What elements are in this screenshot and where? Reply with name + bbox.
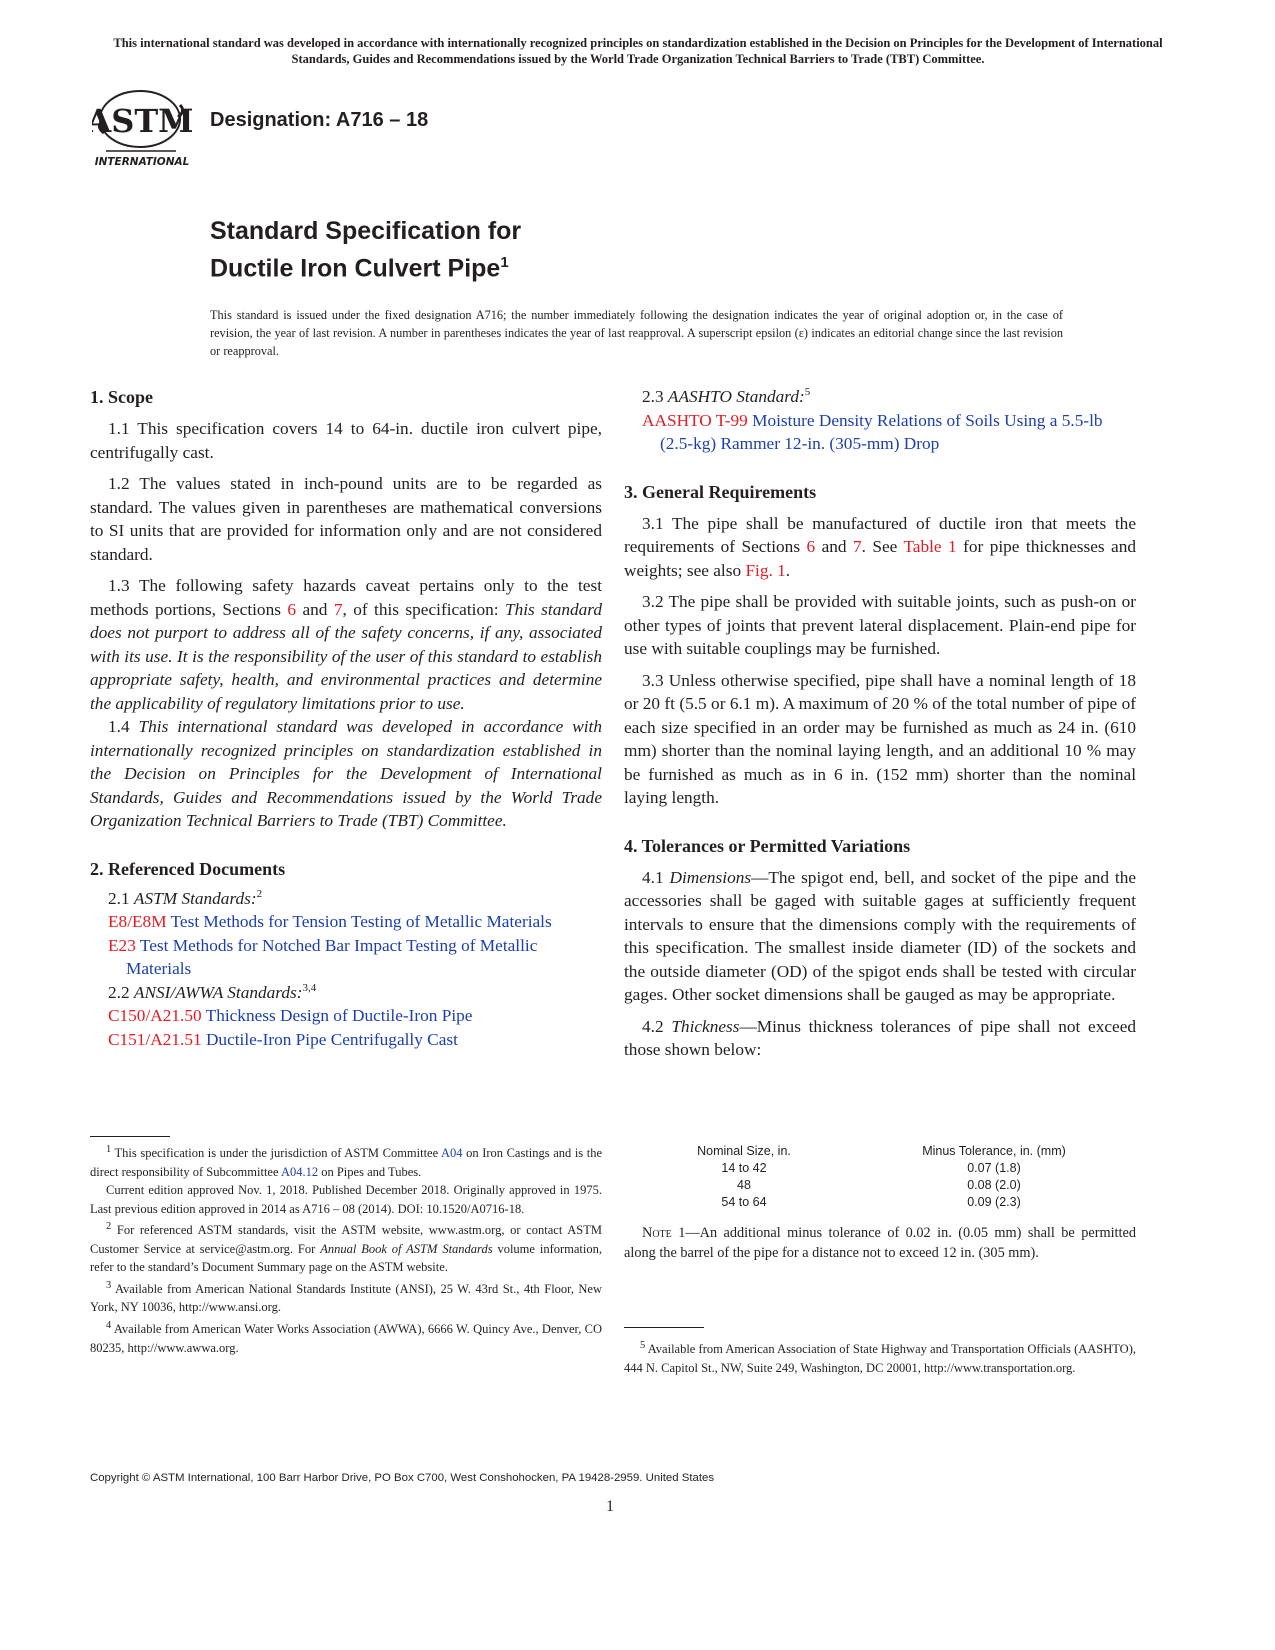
- para-1-3-and: and: [296, 599, 334, 619]
- footnote-1-tail: on Pipes and Tubes.: [318, 1164, 422, 1179]
- ref-2-2: [90, 981, 602, 1005]
- footnote-2-marker: 2: [106, 1221, 112, 1233]
- ref-2-3-footnote-marker: 5: [804, 386, 811, 399]
- tolerance-table: [624, 1143, 1124, 1211]
- para-1-4: [90, 715, 602, 833]
- ref-t99-code[interactable]: AASHTO T-99: [642, 410, 748, 430]
- para-3-1-and: and: [815, 537, 853, 556]
- title-line-2: [210, 247, 521, 284]
- ref-2-2-label: ANSI/AWWA Standards:: [133, 982, 303, 1002]
- link-committee-a04[interactable]: A04: [441, 1146, 463, 1161]
- footnotes-right: [624, 1337, 1136, 1377]
- astm-logo-icon: [92, 87, 192, 173]
- ref-c150-title[interactable]: Thickness Design of Ductile-Iron Pipe: [201, 1006, 473, 1025]
- title-line-1: Standard Specification for: [210, 217, 522, 245]
- footnote-1: [90, 1141, 602, 1181]
- para-4-2-text: —Minus thickness tolerances of pipe shall not exceed those shown below:: [624, 1016, 1137, 1059]
- table-row: [624, 1160, 1124, 1177]
- para-3-1-mid: for pipe thicknesses and weights; see also: [624, 537, 1136, 580]
- para-1-1: 1.1 This specification covers 14 to 64-in. ductile iron culvert pipe, centrifugally cast.: [90, 419, 602, 462]
- footnote-3-text: Available from American National Standards Institute (ANSI), 25 W. 43rd St., 4th Floor, New York, NY 10036, http://www.ansi.org.: [90, 1281, 602, 1315]
- para-3-1-end: .: [785, 560, 791, 580]
- ref-c150[interactable]: [108, 1004, 602, 1028]
- title-line-2-text: Ductile Iron Culvert Pipe: [210, 254, 501, 283]
- footnote-4-marker: 4: [106, 1319, 112, 1331]
- ref-2-3-label: AASHTO Standard:: [667, 387, 805, 406]
- ref-e23[interactable]: [108, 934, 602, 981]
- para-4-1-label: Dimensions: [669, 867, 752, 887]
- ref-e8[interactable]: [108, 910, 602, 934]
- para-1-4-text: This international standard was developed in accordance with internationally recognized principles on standardization established in the Decision on Principles for the Development of International Standards, Guides and Recommendations issued by the World Trade Organization Technical Barriers to Trade (TBT) Committee.: [90, 717, 602, 830]
- ref-2-1: [90, 887, 602, 911]
- footnote-2-italic: Annual Book of ASTM Standards: [320, 1241, 493, 1256]
- header-minus-tolerance: Minus Tolerance, in. (mm): [922, 1144, 1066, 1158]
- para-1-3-tail: , of this specification:: [342, 599, 505, 619]
- link-table-1[interactable]: Table 1: [903, 537, 957, 556]
- ref-2-1-number: 2.1: [108, 888, 134, 908]
- footnote-divider-right: [624, 1327, 704, 1328]
- para-1-4-number: 1.4: [108, 717, 139, 736]
- ref-e8-title[interactable]: Test Methods for Tension Testing of Metallic Materials: [166, 912, 552, 931]
- para-1-3-text: 1.3 The following safety hazards caveat pertains only to the test methods portions, Sections: [90, 576, 602, 619]
- para-4-1-text: —The spigot end, bell, and socket of the pipe and the accessories shall be gaged with suitable gages at sufficiently frequent intervals to ensure that the dimensions comply with the requirements of this specification. The smallest inside diameter (ID) of the sockets and the outside diameter (OD) of the spigot ends shall be tested with circular gages. Other socket dimensions shall be gauged as may be appropriate.: [624, 867, 1137, 1004]
- section-3-heading: 3. General Requirements: [624, 481, 817, 502]
- document-title: [210, 215, 521, 284]
- section-2-heading: 2. Referenced Documents: [90, 858, 286, 879]
- footnote-5: [624, 1337, 1136, 1377]
- ref-2-1-label: ASTM Standards:: [133, 888, 257, 908]
- cell-size: 14 to 42: [721, 1161, 767, 1175]
- footnote-divider-left: [90, 1136, 170, 1137]
- para-3-2: 3.2 The pipe shall be provided with suitable joints, such as push-on or other types of joints that prevent lateral displacement. Plain-end pipe for use with suitable couplings may be furnished.: [624, 592, 1136, 658]
- left-column: [90, 385, 602, 1051]
- note-1: [624, 1224, 1136, 1263]
- ref-c151-title[interactable]: Ductile-Iron Pipe Centrifugally Cast: [201, 1029, 458, 1049]
- section-1-heading: 1. Scope: [90, 387, 153, 407]
- ref-c151[interactable]: [108, 1028, 602, 1052]
- para-3-1-text: 3.1 The pipe shall be manufactured of ductile iron that meets the requirements of Sections: [624, 513, 1136, 556]
- ref-2-3-number: 2.3: [642, 387, 668, 406]
- footnote-1-mid: on Iron Castings and is the direct responsibility of Subcommittee: [90, 1146, 602, 1179]
- international-standard-notice: This international standard was developed in accordance with internationally recognized principles on standardization established in the Decision on Principles for the Development of International Standards, Guides and Recommendations issued by the World Trade Organization Technical Barriers to Trade (TBT) Committee.: [113, 36, 1163, 66]
- copyright: Copyright © ASTM International, 100 Barr Harbor Drive, PO Box C700, West Conshohocken, PA 19428-2959. United States: [90, 1472, 715, 1484]
- section-4-heading: 4. Tolerances or Permitted Variations: [624, 835, 911, 856]
- ref-2-1-footnote-marker: 2: [256, 887, 263, 900]
- note-1-text: —An additional minus tolerance of 0.02 in. (0.05 mm) shall be permitted along the barrel of the pipe for a distance not to exceed 12 in. (305 mm).: [624, 1225, 1136, 1261]
- tolerance-table-header: [624, 1143, 1124, 1160]
- para-1-2: 1.2 The values stated in inch-pound units are to be regarded as standard. The values given in parentheses are mathematical conversions to SI units that are provided for information only and are not considered standard.: [90, 474, 602, 564]
- header-nominal-size: Nominal Size, in.: [697, 1144, 791, 1158]
- footnote-5-marker: 5: [640, 1340, 646, 1351]
- logo-international: INTERNATIONAL: [94, 156, 190, 168]
- ref-aashto-t99[interactable]: [642, 409, 1136, 456]
- footnote-3: [90, 1277, 602, 1317]
- footnote-4-text: Available from American Water Works Association (AWWA), 6666 W. Quincy Ave., Denver, CO 80235, http://www.awwa.org.: [90, 1322, 602, 1355]
- logo-letters: ASTM: [92, 102, 192, 140]
- designation: Designation: A716 – 18: [210, 109, 429, 131]
- link-section-6-b[interactable]: 6: [806, 537, 816, 556]
- link-fig-1[interactable]: Fig. 1: [745, 560, 786, 580]
- footnote-1-marker: 1: [106, 1144, 112, 1155]
- astm-logo-graphic: [92, 87, 192, 173]
- ref-t99-title[interactable]: Moisture Density Relations of Soils Using a 5.5-lb (2.5-kg) Rammer 12-in. (305-mm) Drop: [660, 410, 1103, 453]
- ref-e8-code[interactable]: E8/E8M: [108, 912, 167, 931]
- ref-c150-code[interactable]: C150/A21.50: [108, 1006, 202, 1025]
- preamble: This standard is issued under the fixed designation A716; the number immediately following the designation indicates the year of original adoption or, in the case of revision, the year of last revision. A number in parentheses indicates the year of last reapproval. A superscript epsilon (ε) indicates an editorial change since the last revision or reapproval.: [210, 308, 1063, 358]
- ref-c151-code[interactable]: C151/A21.51: [108, 1029, 202, 1049]
- footnote-4: [90, 1317, 602, 1357]
- ref-2-3: [624, 385, 1136, 409]
- footnote-1-text: This specification is under the jurisdiction of ASTM Committee: [111, 1146, 442, 1161]
- ref-e23-title[interactable]: Test Methods for Notched Bar Impact Testing of Metallic Materials: [126, 935, 538, 978]
- title-footnote-marker: 1: [500, 254, 509, 271]
- cell-tolerance: 0.08 (2.0): [967, 1178, 1021, 1192]
- para-3-1: [624, 512, 1136, 583]
- table-row: [624, 1177, 1124, 1194]
- cell-size: 54 to 64: [721, 1195, 767, 1209]
- link-section-7[interactable]: 7: [333, 599, 343, 619]
- safety-caveat: This standard does not purport to address all of the safety concerns, if any, associated with its use. It is the responsibility of the user of this standard to establish appropriate safety, health, and environmental practices and determine the applicability of regulatory limitations prior to use.: [90, 599, 602, 713]
- footnote-2-tail: volume information, refer to the standard’s Document Summary page on the ASTM website.: [90, 1241, 602, 1275]
- para-4-2-label: Thickness: [671, 1016, 740, 1036]
- cell-tolerance: 0.07 (1.8): [967, 1161, 1021, 1175]
- page-number: 1: [606, 1498, 614, 1515]
- edition-note: Current edition approved Nov. 1, 2018. Published December 2018. Originally approved in 1975. Last previous edition approved in 2014 as A716 – 08 (2014). DOI: 10.1520/A0716-18.: [90, 1183, 602, 1216]
- footnote-2: [90, 1218, 602, 1277]
- link-subcommittee-a04-12[interactable]: A04.12: [280, 1164, 319, 1179]
- link-section-6[interactable]: 6: [287, 599, 297, 619]
- ref-2-2-number: 2.2: [108, 982, 134, 1002]
- footnote-2-text: For referenced ASTM standards, visit the ASTM website, www.astm.org, or contact ASTM Customer Service at service@astm.org. For: [90, 1223, 602, 1256]
- link-section-7-b[interactable]: 7: [852, 537, 862, 556]
- para-1-3: [90, 574, 602, 715]
- footnote-5-text: Available from American Association of State Highway and Transportation Officials (AASHTO), 444 N. Capitol St., NW, Suite 249, Washington, DC 20001, http://www.transportation.org.: [624, 1342, 1136, 1375]
- footnotes-left: [90, 1141, 602, 1357]
- para-3-3: 3.3 Unless otherwise specified, pipe shall have a nominal length of 18 or 20 ft (5.5 or 6.1 m). A maximum of 20 % of the total number of pipe of each size specified in an order may be furnished as much as 24 in. (610 mm) shorter than the nominal laying length, and an additional 10 % may be furnished as much as in 6 in. (152 mm) shorter than the nominal laying length.: [624, 670, 1136, 807]
- para-4-2: [624, 1015, 1136, 1062]
- cell-tolerance: 0.09 (2.3): [967, 1195, 1021, 1209]
- ref-2-2-footnote-marker: 3,4: [302, 981, 317, 994]
- cell-size: 48: [737, 1178, 751, 1192]
- para-4-2-number: 4.2: [642, 1016, 672, 1036]
- ref-e23-code[interactable]: E23: [108, 935, 136, 955]
- table-row: [624, 1194, 1124, 1211]
- para-4-1-number: 4.1: [642, 867, 670, 887]
- right-column: [624, 385, 1136, 1062]
- para-4-1: [624, 866, 1136, 1007]
- footnote-3-marker: 3: [106, 1279, 112, 1291]
- para-3-1-see: . See: [861, 537, 904, 556]
- note-1-label: Note 1: [642, 1225, 686, 1241]
